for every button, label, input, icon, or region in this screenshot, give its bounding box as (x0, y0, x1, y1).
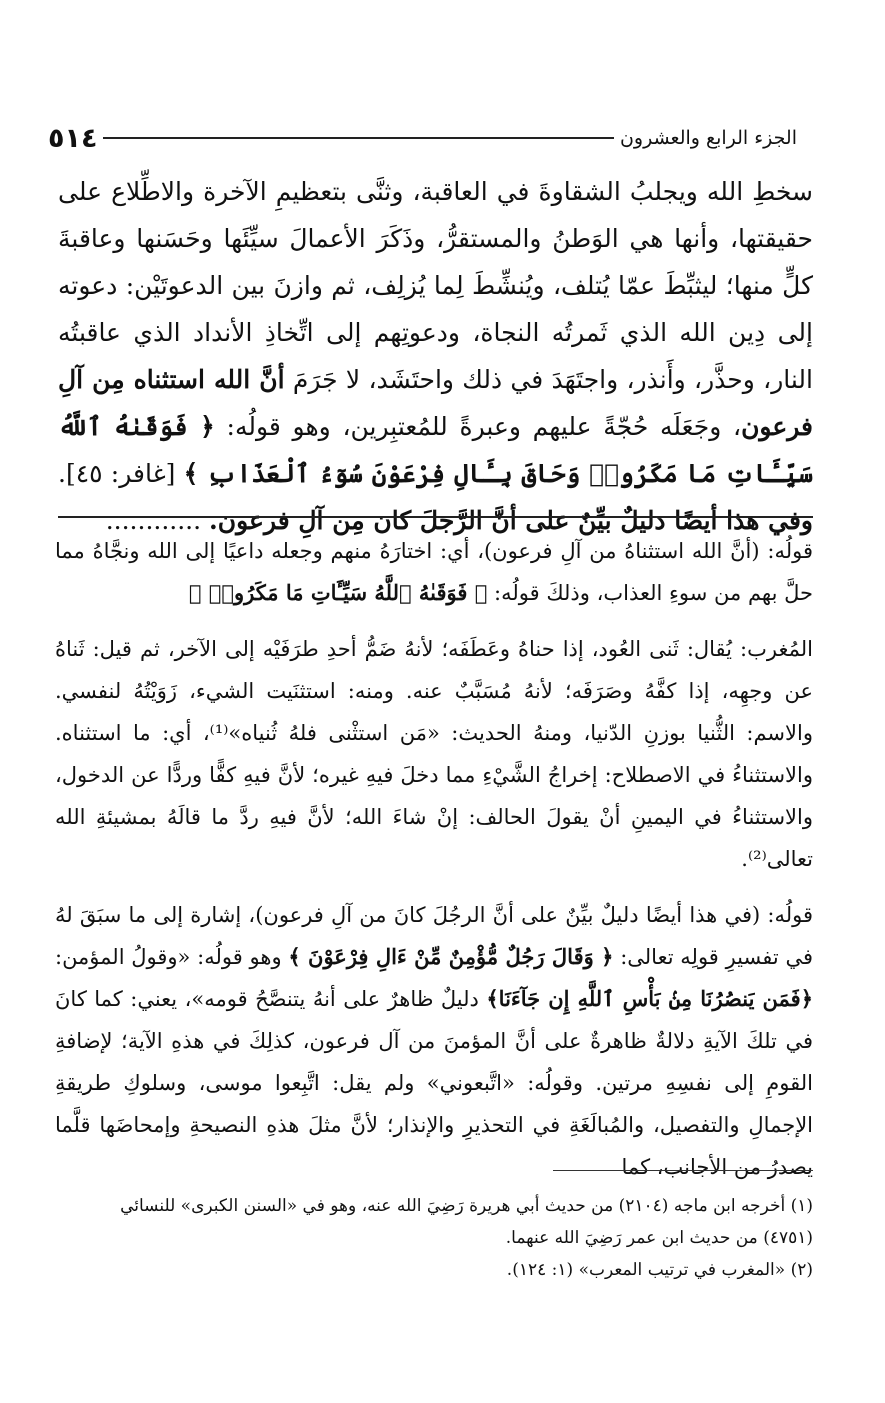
footnote-1: (١) أخرجه ابن ماجه (٢١٠٤) من حديث أبي هريرة رَضِيَ الله عنه، وهو في «السنن الكبرى» للنسائي (120, 1196, 813, 1216)
quran-verse: ﴿فَمَن يَنصُرُنَا مِنۢ بَأْسِ ٱللَّهِ إِن جَآءَنَا﴾ (486, 986, 813, 1011)
commentary-text: دليلٌ ظاهرٌ على أنهُ يتنصَّحُ قومه»، يعني: كما كانَ في تلكَ الآيةِ دلالةٌ ظاهرةٌ على أنَّ المؤمنَ من آل فرعون، كذلِكَ في هذهِ الآية؛ لإضافةِ القومِ إلى نفسِهِ مرتين. وقولُه: «اتَّبعوني» ولم يقل: اتَّبِعوا موسى، وسلوكِ طريقةِ الإجمالِ والتفصيل، والمُبالَغَةِ في التحذيرِ والإنذار؛ لأنَّ مثلَ هذهِ النصيحةِ وإمحاضَها قلَّما يصدرُ من الأجانب، كما (55, 987, 813, 1179)
commentary-paragraph (55, 894, 813, 1188)
section-separator (58, 516, 813, 518)
commentary (55, 530, 813, 1196)
commentary-text: وهو قولُه: «وقولُ المؤمن: (55, 945, 282, 969)
main-bold-phrase: أنَّ الله استثناه مِن آلِ فرعون (58, 365, 813, 441)
main-bold-conclusion: وفي هذا أيضًا دليلٌ بيِّنٌ على أنَّ الرَّجلَ كان مِن آلِ فرعون. (209, 506, 813, 535)
quran-verse: ﴿ فَوَقَىٰهُ ٱللَّهُ سَيِّـَٔاتِ مَا مَكَرُوا۟ وَحَاقَ بِـَٔالِ فِرْعَوْنَ سُوٓءُ ٱلْعَذَابِ ﴾ (58, 412, 813, 488)
verse-reference: [غافر: ٤٥]. (58, 459, 176, 488)
page-header (40, 118, 805, 158)
page-number: ٥١٤ (48, 122, 98, 154)
commentary-text: قولُه: (في هذا أيضًا دليلٌ بيِّنٌ على أنَّ الرجُلَ كانَ من آلِ فرعون)، إشارة إلى ما سبَقَ لهُ في تفسيرِ قولِه تعالى: (55, 903, 813, 969)
footnote-1-continued: (٤٧٥١) من حديث ابن عمر رَضِيَ الله عنهما. (505, 1228, 813, 1248)
commentary-paragraph (55, 530, 813, 614)
main-text (58, 168, 813, 544)
quran-verse: ﴿ وَقَالَ رَجُلٌ مُّؤْمِنٌ مِّنْ ءَالِ فِرْعَوْنَ ﴾ (288, 944, 614, 969)
footnote-rule (553, 1170, 813, 1171)
main-paragraph (58, 168, 813, 544)
header-rule (103, 137, 614, 139)
main-text-segment: ، وجَعَلَه حُجّةً عليهم وعبرةً للمُعتبِرين، وهو قولُه: (226, 412, 742, 441)
main-text-segment: سخطِ الله ويجلبُ الشقاوةَ في العاقبة، وثنَّى بتعظيمِ الآخرة والاطِّلاع على حقيقتها، وأنها هي الوَطنُ والمستقرُّ، وذَكَرَ الأعمالَ سيِّئَها وحَسَنها وعاقبةَ كلٍّ منها؛ ليثبِّطَ عمّا يُتلف، ويُنشِّطَ لِما يُزلِف، ثم وازنَ بين الدعوتَيْن: دعوته إلى دِين الله الذي ثَمرتُه النجاة، ودعوتِهم إلى اتِّخاذِ الأنداد الذي عاقبتُه النار، وحذَّر، وأَنذر، واجتَهَدَ في ذلك واحتَشَد، لا جَرَمَ (58, 177, 813, 394)
running-title: الجزء الرابع والعشرون (619, 127, 797, 149)
commentary-paragraph: المُغرب: يُقال: ثَنى العُود، إذا حناهُ وعَطَفَه؛ لأنهُ ضَمُّ أحدِ طرَفَيْه إلى الآخر، ثم قيل: ثَناهُ عن وجهِه، إذا كفَّهُ وصَرَفَه؛ لأنهُ مُسَبَّبٌ عنه. ومنه: استثنَيت الشيء، زَوَيْتُهُ لنفسي. والاسم: الثُّنيا بوزنِ الدّنيا، ومنهُ الحديث: «مَن استثْنى فلهُ ثُنياه»⁽¹⁾، أي: ما استثناه. والاستثناءُ في الاصطلاح: إخراجُ الشَّيْءِ مما دخلَ فيهِ غيره؛ لأنَّ فيهِ كفًّا وردًّا عن الدخول، والاستثناءُ في اليمينِ أنْ يقولَ الحالف: إنْ شاءَ الله؛ لأنَّ فيهِ ردَّ ما قالَهُ بمشيئةِ الله تعالى⁽²⁾. (55, 637, 813, 871)
dotted-leader: ............ (105, 506, 202, 535)
footnote-2: (٢) «المغرب في ترتيب المعرب» (١: ١٢٤). (506, 1260, 813, 1280)
commentary-text: قولُه: (أنَّ الله استثناهُ من آلِ فرعون)، أي: اختارَهُ منهم وجعله داعيًا إلى الله ونجَّاهُ مما حلَّ بهم من سوءِ العذاب، وذلكَ قولُه: (55, 539, 813, 605)
quran-verse: ﴿ فَوَقَىٰهُ ٱللَّهُ سَيِّـَٔاتِ مَا مَكَرُوا۟ ﴾ (188, 580, 488, 605)
footnotes (55, 1190, 813, 1286)
